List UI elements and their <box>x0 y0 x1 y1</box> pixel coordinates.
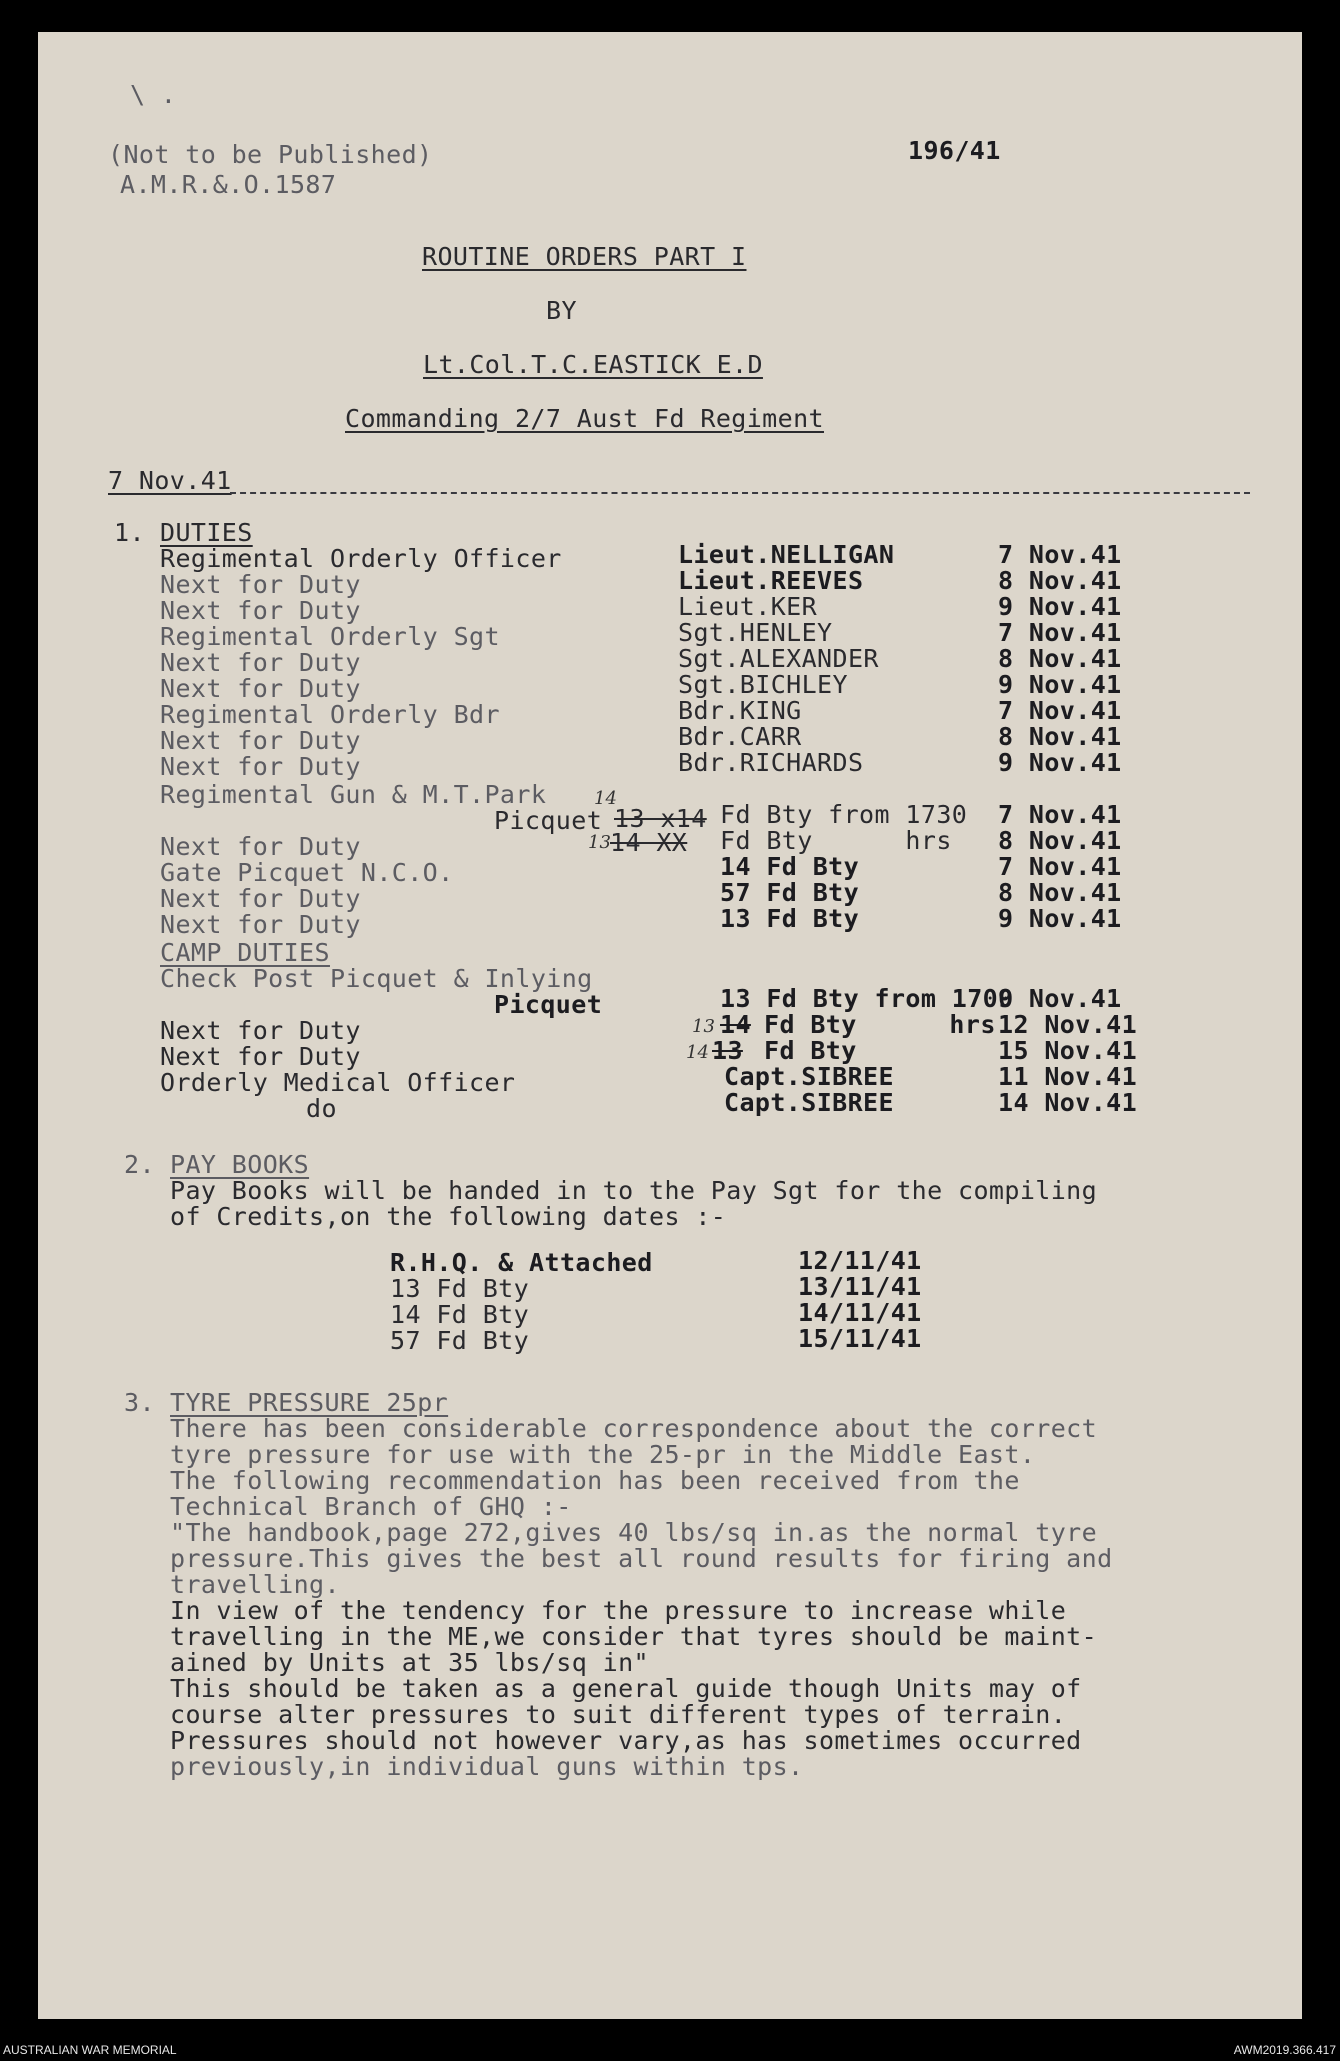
duty-role: Regimental Orderly Officer <box>160 544 562 573</box>
pay-books-line: of Credits,on the following dates :- <box>170 1202 727 1231</box>
duty-assignee: 14 Fd Bty <box>720 852 860 881</box>
duties-number: 1. <box>114 518 145 547</box>
pay-date: 12/11/41 <box>798 1246 922 1275</box>
duty-role: Regimental Gun & M.T.Park <box>160 780 547 809</box>
tyre-line: previously,in individual guns within tps. <box>170 1752 804 1781</box>
tyre-line: Pressures should not however vary,as has sometimes occurred <box>170 1726 1082 1755</box>
duty-role: Next for Duty <box>160 752 361 781</box>
tyre-line: Technical Branch of GHQ :- <box>170 1492 572 1521</box>
duty-role: Orderly Medical Officer <box>160 1068 516 1097</box>
handwritten-correction: 13 <box>692 1016 715 1037</box>
pay-books-line: Pay Books will be handed in to the Pay Sgt for the compiling <box>170 1176 1098 1205</box>
duty-date: 7 Nov.41 <box>998 618 1122 647</box>
duty-role: Next for Duty <box>160 832 361 861</box>
order-number: 196/41 <box>908 136 1001 165</box>
duty-date: 8 Nov.41 <box>998 722 1122 751</box>
duty-role: Check Post Picquet & Inlying <box>160 964 593 993</box>
duty-role: Regimental Orderly Sgt <box>160 622 500 651</box>
duties-heading: DUTIES <box>160 518 253 547</box>
tyre-line: course alter pressures to suit different types of terrain. <box>170 1700 1067 1729</box>
handwritten-correction: 13 <box>588 832 611 853</box>
pay-unit: 14 Fd Bty <box>390 1300 530 1329</box>
duty-role: Next for Duty <box>160 648 361 677</box>
date-rule <box>230 492 1250 494</box>
tyre-line: pressure.This gives the best all round results for firing and <box>170 1544 1113 1573</box>
title-by: BY <box>546 296 577 325</box>
duty-assignee: Sgt.BICHLEY <box>678 670 848 699</box>
handwritten-correction: 14 <box>686 1042 709 1063</box>
tyre-line: travelling. <box>170 1570 340 1599</box>
duty-assignee: Lieut.KER <box>678 592 818 621</box>
pay-unit: 57 Fd Bty <box>390 1326 530 1355</box>
tyre-line: In view of the tendency for the pressure to increase while <box>170 1596 1067 1625</box>
camp-duties-heading: CAMP DUTIES <box>160 938 330 967</box>
duty-assignee: Fd Bty <box>764 1036 857 1065</box>
duty-assignee: Sgt.HENLEY <box>678 618 833 647</box>
duty-date: 9 Nov.41 <box>998 904 1122 933</box>
duty-date: 9 Nov.41 <box>998 984 1122 1013</box>
classification-note: (Not to be Published) <box>108 140 433 169</box>
duty-assignee: 13 Fd Bty <box>720 904 860 933</box>
duty-assignee: Fd Bty from 1730 <box>720 800 968 829</box>
struck-text: 13 x14 <box>614 804 707 833</box>
duty-date: 14 Nov.41 <box>998 1088 1138 1117</box>
duty-role: Next for Duty <box>160 570 361 599</box>
duty-role: Next for Duty <box>160 596 361 625</box>
duty-assignee: Fd Bty hrs <box>764 1010 996 1039</box>
title-routine-orders: ROUTINE ORDERS PART I <box>422 242 747 271</box>
struck-text: 13 <box>712 1036 743 1065</box>
duty-role: Next for Duty <box>160 884 361 913</box>
tyre-line: tyre pressure for use with the 25-pr in the Middle East. <box>170 1440 1036 1469</box>
pay-books-number: 2. <box>124 1150 155 1179</box>
duty-date: 9 Nov.41 <box>998 592 1122 621</box>
duty-role: Next for Duty <box>160 1042 361 1071</box>
reference-number: A.M.R.&.O.1587 <box>120 170 337 199</box>
duty-date: 7 Nov.41 <box>998 800 1122 829</box>
duty-assignee: Bdr.RICHARDS <box>678 748 864 777</box>
tyre-number: 3. <box>124 1388 155 1417</box>
pay-unit: R.H.Q. & Attached <box>390 1248 653 1277</box>
duty-assignee: 13 Fd Bty from 1700 <box>720 984 1014 1013</box>
pay-date: 15/11/41 <box>798 1324 922 1353</box>
pay-unit: 13 Fd Bty <box>390 1274 530 1303</box>
document-date: 7 Nov.41 <box>108 466 232 495</box>
duty-date: 7 Nov.41 <box>998 852 1122 881</box>
duty-date: 12 Nov.41 <box>998 1010 1138 1039</box>
struck-text: 14 <box>720 1010 751 1039</box>
duty-date: 8 Nov.41 <box>998 566 1122 595</box>
pay-date: 13/11/41 <box>798 1272 922 1301</box>
footer-archive-id: AWM2019.366.417 <box>1233 2043 1336 2057</box>
duty-role: Gate Picquet N.C.O. <box>160 858 454 887</box>
duty-role-cont: Picquet <box>494 806 603 835</box>
duty-assignee: Fd Bty hrs <box>720 826 952 855</box>
footer-archive-name: AUSTRALIAN WAR MEMORIAL <box>3 2043 177 2057</box>
tyre-line: "The handbook,page 272,gives 40 lbs/sq in.as the normal tyre <box>170 1518 1098 1547</box>
duty-assignee: Lieut.REEVES <box>678 566 864 595</box>
tyre-heading: TYRE PRESSURE 25pr <box>170 1388 449 1417</box>
pay-books-heading: PAY BOOKS <box>170 1150 310 1179</box>
duty-role: Next for Duty <box>160 674 361 703</box>
duty-date: 8 Nov.41 <box>998 878 1122 907</box>
duty-assignee: 57 Fd Bty <box>720 878 860 907</box>
tyre-line: ained by Units at 35 lbs/sq in" <box>170 1648 649 1677</box>
duty-assignee: Capt.SIBREE <box>724 1062 894 1091</box>
duty-date: 15 Nov.41 <box>998 1036 1138 1065</box>
tyre-line: The following recommendation has been received from the <box>170 1466 1020 1495</box>
document-page <box>38 32 1302 2019</box>
duty-date: 9 Nov.41 <box>998 670 1122 699</box>
duty-assignee: Bdr.KING <box>678 696 802 725</box>
struck-text: 14 XX <box>610 828 688 857</box>
duty-assignee: Sgt.ALEXANDER <box>678 644 879 673</box>
duty-date: 11 Nov.41 <box>998 1062 1138 1091</box>
duty-date: 9 Nov.41 <box>998 748 1122 777</box>
title-unit: Commanding 2/7 Aust Fd Regiment <box>345 404 824 433</box>
handwritten-correction: 14 <box>594 788 617 809</box>
duty-role-cont: Picquet <box>494 990 603 1019</box>
duty-role: Next for Duty <box>160 1016 361 1045</box>
title-commander: Lt.Col.T.C.EASTICK E.D <box>423 350 763 379</box>
duty-date: 7 Nov.41 <box>998 540 1122 569</box>
tyre-line: travelling in the ME,we consider that tyres should be maint- <box>170 1622 1098 1651</box>
duty-role: Next for Duty <box>160 910 361 939</box>
pay-date: 14/11/41 <box>798 1298 922 1327</box>
duty-assignee: Capt.SIBREE <box>724 1088 894 1117</box>
duty-date: 8 Nov.41 <box>998 826 1122 855</box>
tyre-line: This should be taken as a general guide though Units may of <box>170 1674 1082 1703</box>
corner-marks: \ . <box>130 80 177 109</box>
duty-role: do <box>306 1094 337 1123</box>
duty-date: 8 Nov.41 <box>998 644 1122 673</box>
tyre-line: There has been considerable correspondence about the correct <box>170 1414 1098 1443</box>
duty-assignee: Lieut.NELLIGAN <box>678 540 895 569</box>
duty-date: 7 Nov.41 <box>998 696 1122 725</box>
duty-role: Regimental Orderly Bdr <box>160 700 500 729</box>
duty-role: Next for Duty <box>160 726 361 755</box>
duty-assignee: Bdr.CARR <box>678 722 802 751</box>
